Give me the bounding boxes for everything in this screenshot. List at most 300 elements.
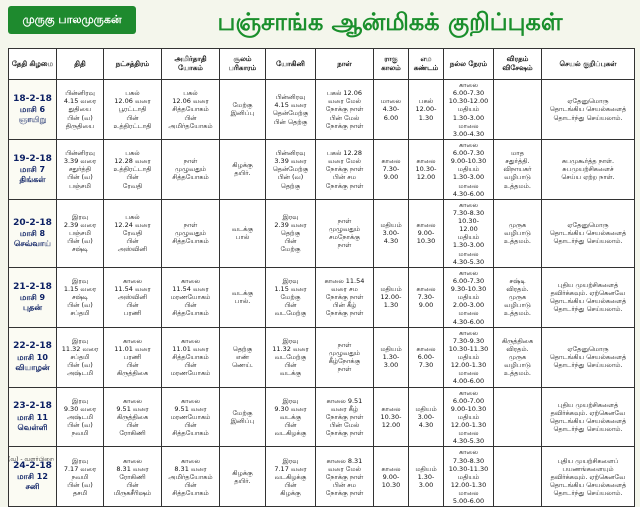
star-cell [104,327,162,387]
cell-line: 8.31 வரை [116,464,149,473]
cell-line: காலை [416,221,436,230]
thithi-cell [57,447,104,507]
cell-line: பரணி [123,309,142,318]
cell-line: நாள் [337,340,352,349]
cell-line: முருக [508,221,527,230]
column-header: யோகினி [266,49,316,80]
cell-line: மரணயோகம் [170,369,211,378]
soolam-cell [220,199,266,267]
cell-line: கிழக்கு [280,489,301,497]
cell-line: 1.15 வரை [63,285,97,293]
cell-line: வடமேற்கு [274,309,307,318]
cell-line: சித்தயோகம் [172,429,209,438]
cell-line: 9.00 [383,173,399,182]
emagandam-cell [409,387,444,447]
cell-line: இரவு [282,212,299,221]
table-row [9,267,635,327]
star-cell [104,139,162,199]
nalla-neram-cell [444,447,494,507]
cell-line: நோக்கு நாள் [325,472,364,481]
cell-line: கிருத்திகை [116,412,149,421]
cell-line: இரவு [282,456,299,465]
date-line: வியாழன் [15,362,50,372]
cell-line: 10.30 [416,237,436,246]
panchangam-table [8,48,635,507]
cell-line: திருதியை [65,121,95,130]
cell-line: 11.32 வரை [272,344,309,353]
yogini-cell [266,327,316,387]
date-line: மாசி 6 [19,105,46,115]
cell-line: உத்தமம். [504,237,531,246]
cell-line: முழுவதும் [174,165,207,174]
cell-line: இரவு [282,396,299,405]
date-number: 22-2-18 [13,341,52,352]
author-badge: முருகு பாலமுருகன் [8,6,136,34]
cell-line: பின் தெற்கு [273,117,308,126]
cell-line: சஷ்டி [71,293,89,302]
cell-line: 11.32 வரை [61,344,99,353]
cell-line: 7.17 வரை [274,464,307,473]
column-header: தேதி கிழமை [9,49,57,80]
footer-note: (வ) - வளர்பிறை [8,456,54,463]
cell-line: தயிர். [234,169,251,178]
cell-line: 3.00-4.30 [452,129,485,138]
cell-line: பின் சம [332,173,357,182]
cell-line: மதியம் [380,344,402,353]
viratham-cell [494,80,542,140]
table-row [9,327,635,387]
cell-line: தெற்கு [280,229,301,238]
cell-line: காலை [458,140,479,149]
cell-line: பகல் [125,212,140,221]
cell-line: நாள் [183,221,198,230]
viratham-cell [494,327,542,387]
cell-line: முழுவதும் [328,225,361,234]
cell-line: பின் (வ) [67,173,93,182]
cell-line: பின் [284,237,297,246]
cell-line: கிருத்திகை [501,336,534,345]
cell-line: அஸ்வினி [117,293,148,302]
cell-line: தொடங்கிய செயல்களைத் [549,297,627,306]
cell-line: சப்தமி [70,309,90,318]
cell-line: மதியம் [415,464,437,473]
cell-line: புதிய முயற்சிகளைத் [557,280,619,289]
cell-line: தசமி [72,489,88,497]
yogini-cell [266,80,316,140]
cell-line: 4.30 [383,237,399,246]
cell-line: 11.01 வரை [114,344,151,353]
cell-line: காலை [381,157,401,166]
star-cell [104,447,162,507]
cell-line: தொடர்ந்து செய்யலாம். [553,425,623,434]
cell-line: தொடங்கிய செயல்களைத் [549,416,627,425]
date-line: சனி [25,482,40,492]
cell-line: பின் [126,301,139,310]
nalla-neram-cell [444,80,494,140]
cell-line: காலை [122,336,143,345]
date-line: திங்கள் [19,174,46,184]
cell-line: பின் [284,421,297,429]
cell-line: காலை [180,396,201,405]
cell-line: சதுர்த்தி [68,165,92,174]
cell-line: மதியம் [457,165,480,174]
cell-line: 9.51 வரை [174,404,207,413]
cell-line: 12.00- [380,293,402,302]
cell-line: மதியம் [415,404,437,413]
cell-line: 6.00-7.30 [452,149,485,157]
cell-line: பின் [184,421,197,429]
cell-line: 3.39 வரை [274,157,307,166]
cell-line: காலை [381,464,401,473]
cell-line: 4.30-5.30 [452,257,485,266]
cell-line: 2.39 வரை [274,221,307,230]
yogam-cell [162,139,220,199]
cell-line: பின்னிரவு [65,89,95,98]
date-cell [9,267,57,327]
cell-line: நோக்கு நாள் [325,489,364,497]
cell-line: தொடர்ந்து செய்யலாம். [553,489,623,497]
cell-line: 10.30- [415,165,437,174]
cell-line: பின் [184,301,197,310]
yogini-cell [266,139,316,199]
cell-line: பகல் [418,97,434,106]
cell-line: காலை 8.31 [326,456,363,465]
cell-line: காலை [180,456,201,465]
cell-line: கிழக்கு [232,161,253,170]
cell-line: 10.30- [380,412,402,421]
cell-line: இனிப்பு [230,109,255,118]
notes-cell [542,139,635,199]
table-row [9,139,635,199]
cell-line: முழுவதும் [328,348,361,357]
cell-line: எண் [235,353,250,361]
cell-line: வரை மேல் [327,464,362,473]
cell-line: 10.30-11.30 [448,464,489,473]
cell-line: தென்மேற்கு [272,165,309,174]
cell-line: பரணி [123,353,142,361]
column-header: திதி [57,49,104,80]
table-row [9,387,635,447]
soolam-cell [220,267,266,327]
cell-line: சித்தயோகம் [172,353,209,361]
cell-line: காலை [381,404,401,413]
cell-line: ரேவதி [122,181,143,190]
cell-line: சித்தயோகம் [172,173,209,182]
cell-line: தெற்கு [280,181,301,190]
cell-line: பஞ்சமி [69,181,91,190]
cell-line: மேற்கு [280,293,301,302]
cell-line: 12.28 வரை [114,157,151,166]
cell-line: கிழக்கு [232,468,253,477]
cell-line: ஏதேனுமொரு [567,97,609,106]
cell-line: பின் [126,361,139,370]
cell-line: காலை [122,396,143,405]
cell-line: 3.00- [417,412,435,421]
cell-line: புதிய முயற்சிகளைப் [557,456,619,465]
cell-line: நாள் [337,241,352,250]
cell-line: 3.00 [383,361,399,370]
cell-line: 9.30-10.30 [450,285,487,293]
cell-line: காலை [458,328,479,337]
cell-line: 7.30-8.30 [452,208,485,217]
soolam-cell [220,139,266,199]
cell-line: முருக [508,353,527,361]
cell-line: இரவு [282,276,299,285]
cell-line: இரவு [72,456,88,465]
cell-line: 2.00-3.00 [452,301,485,310]
cell-line: மதியம் [457,472,480,481]
cell-line: மேற்கு [232,408,253,417]
cell-line: 9.00-10.30 [450,157,487,166]
cell-line: அமிர்தயோகம் [168,121,213,130]
cell-line: 4.15 வரை [63,97,97,106]
cell-line: உத்தமம். [504,309,531,318]
cell-line: நவமி [71,429,89,438]
cell-line: வரை கீழ் [330,404,359,413]
cell-line: ரோகிணி [119,429,146,438]
cell-line: காலை [458,388,479,397]
cell-line: காலை [458,448,479,457]
column-header: செயல் குறிப்புகள் [542,49,635,80]
cell-line: காலை [122,456,143,465]
cell-line: 7.30- [417,293,435,302]
cell-line: மாலை [458,369,479,378]
cell-line: மிருகசீரிஷம் [113,489,152,497]
cell-line: வடகிழக்கு [274,429,307,438]
naal-cell [316,199,374,267]
nalla-neram-cell [444,267,494,327]
cell-line: 12.00- [415,105,437,114]
thithi-cell [57,80,104,140]
cell-line: அஸ்வினி [117,245,148,254]
cell-line: பின் (வ) [67,421,93,429]
cell-line: இரவு [282,336,299,345]
cell-line: இரவு [72,336,88,345]
cell-line: காலை [180,336,201,345]
date-line: செவ்வாய் [13,238,51,248]
cell-line: வடக்கு [231,289,254,298]
yogini-cell [266,267,316,327]
column-header: நல்ல நேரம் [444,49,494,80]
cell-line: பின் [184,480,197,489]
cell-line: 10.30- [458,217,479,225]
notes-cell [542,199,635,267]
cell-line: காலை [122,276,143,285]
cell-line: பின் கீழ் [332,301,357,310]
column-header: ராகு காலம் [374,49,409,80]
column-header: எம கண்டம் [409,49,444,80]
cell-line: மாலை [458,249,479,258]
cell-line: நாள் [337,217,352,225]
emagandam-cell [409,327,444,387]
cell-line: நோக்கு நாள் [325,429,364,438]
rahu-kalam-cell [374,267,409,327]
cell-line: தென்மேற்கு [272,109,309,118]
cell-line: பின் [126,113,139,122]
cell-line: பின் (வ) [277,173,304,182]
table-body [9,80,635,507]
date-number: 24-2-18 [13,461,52,472]
cell-line: பின் [126,237,139,246]
cell-line: 1.30 [418,113,434,122]
cell-line: தொடங்கிய செயல்களைத் [549,229,627,238]
date-line: மாசி 11 [17,412,48,422]
cell-line: பகல் [183,89,198,98]
cell-line: பின் [126,421,139,429]
nalla-neram-cell [444,199,494,267]
cell-line: 12.00-1.30 [450,421,487,429]
cell-line: மாலை [458,181,479,190]
yogam-cell [162,80,220,140]
yogam-cell [162,387,220,447]
cell-line: ரோகிணி [119,472,146,481]
yogini-cell [266,199,316,267]
cell-line: 2.39 வரை [63,221,97,230]
cell-line: விநாயகர் [503,165,532,174]
cell-line: மதியம் [457,293,480,302]
cell-line: 4.15 வரை [274,101,307,110]
cell-line: காலை [458,268,479,277]
cell-line: காலை 11.54 [324,276,365,285]
cell-line: இனிப்பு [230,416,255,425]
notes-cell [542,80,635,140]
notes-cell [542,447,635,507]
cell-line: 9.30 வரை [63,404,97,413]
cell-line: 6.00 [383,113,399,122]
cell-line: 4.00-6.00 [452,377,485,386]
cell-line: காலை 9.51 [326,396,363,405]
cell-line: பின் (வ) [67,480,93,489]
cell-line: 6.00-7.00 [452,396,485,405]
viratham-cell [494,447,542,507]
cell-line: வரை சம [331,285,358,293]
cell-line: உத்தமம். [504,181,531,190]
emagandam-cell [409,80,444,140]
cell-line: நோக்கு நாள் [325,105,364,114]
rahu-kalam-cell [374,199,409,267]
column-header: அமிர்தாதி யோகம் [162,49,220,80]
date-cell [9,139,57,199]
cell-line: தொடர்ந்து செய்யலாம். [553,237,623,246]
cell-line: 9.30 வரை [274,404,307,413]
cell-line: பின்னிரவு [275,149,306,157]
soolam-cell [220,80,266,140]
cell-line: பின்னிரவு [65,149,95,157]
cell-line: பின் [184,113,197,122]
cell-line: தொடங்கிய செயல்களைத் [549,105,627,114]
cell-line: பகல் 12.28 [326,149,363,157]
viratham-cell [494,139,542,199]
cell-line: பகல் [125,149,140,157]
cell-line: 9.51 வரை [116,404,149,413]
cell-line: வழிபாடு [504,229,531,238]
cell-line: தவிர்க்கவும். ஏற்கெனவே [550,289,626,298]
naal-cell [316,267,374,327]
cell-line: பின் [284,361,297,370]
cell-line: சஷ்டி [509,276,526,285]
thithi-cell [57,139,104,199]
cell-line: தொடர்ந்து செய்யலாம். [553,361,623,370]
cell-line: 7.30- [382,165,400,174]
cell-line: 7.30 [418,361,434,370]
cell-line: மரணயோகம் [170,293,211,302]
cell-line: 11.54 வரை [172,285,209,293]
cell-line: 1.30 [383,301,399,310]
cell-line: காலை [416,285,436,293]
cell-line: 10.30-12.00 [448,97,489,106]
date-cell [9,199,57,267]
cell-line: நோக்கு நாள் [325,293,364,302]
nalla-neram-cell [444,139,494,199]
soolam-cell [220,387,266,447]
cell-line: மாலை [458,309,479,318]
cell-line: பின் மேல் [329,113,360,122]
cell-line: 1.30-3.00 [452,173,485,182]
cell-line: 9.00- [382,472,400,481]
cell-line: பின் மேல் [329,421,360,429]
cell-line: நோக்கு நாள் [325,181,364,190]
cell-line: 4.30-6.00 [452,317,485,326]
cell-line: சித்தயோகம் [172,237,209,246]
cell-line: தொடங்கிய செயல்களைத் [549,353,627,361]
cell-line: சுபமுகூர்த்த நாள். [561,157,615,166]
naal-cell [316,387,374,447]
cell-line: பின் (வ) [67,301,93,310]
cell-line: இரவு [72,212,88,221]
naal-cell [316,80,374,140]
cell-line: பின் (வ) [67,237,93,246]
cell-line: அமிர்தயோகம் [168,472,213,481]
cell-line: சித்தயோகம் [172,105,209,114]
cell-line: சித்தயோகம் [172,489,209,497]
cell-line: சமநோக்கு [329,233,360,242]
cell-line: பின் (வ) [67,361,93,370]
cell-line: அஷ்டமி [66,412,94,421]
cell-line: மேற்கு [232,101,253,110]
date-cell [9,80,57,140]
cell-line: முருக [508,293,527,302]
cell-line: விரதம். [506,285,529,293]
thithi-cell [57,267,104,327]
cell-line: வடக்கு [279,369,302,378]
cell-line: காலை [416,344,436,353]
cell-line: 12.06 வரை [114,97,151,106]
cell-line: ணெய். [232,361,253,370]
cell-line: பின் [126,480,139,489]
page-title: பஞ்சாங்க ஆன்மிகக் குறிப்புகள் [217,7,563,36]
cell-line: 1.30- [417,472,435,481]
cell-line: வடமேற்கு [274,353,307,361]
cell-line: உத்தமம். [504,369,531,378]
cell-line: 3.00 [418,480,434,489]
cell-line: வடக்கு [279,412,302,421]
date-number: 20-2-18 [13,217,52,228]
notes-cell [542,267,635,327]
cell-line: பஞ்சமி [69,229,91,238]
cell-line: பின் சம [332,480,357,489]
column-header: விரதம் விசேஷம் [494,49,542,80]
cell-line: 3.00- [382,229,400,238]
cell-line: 1.30- [382,353,400,361]
star-cell [104,387,162,447]
viratham-cell [494,387,542,447]
date-number: 19-2-18 [13,153,52,164]
cell-line: 3.39 வரை [63,157,97,166]
yogam-cell [162,267,220,327]
date-line: மாசி 9 [19,292,46,302]
cell-line: 4.30- [382,105,400,114]
table-row [9,199,635,267]
